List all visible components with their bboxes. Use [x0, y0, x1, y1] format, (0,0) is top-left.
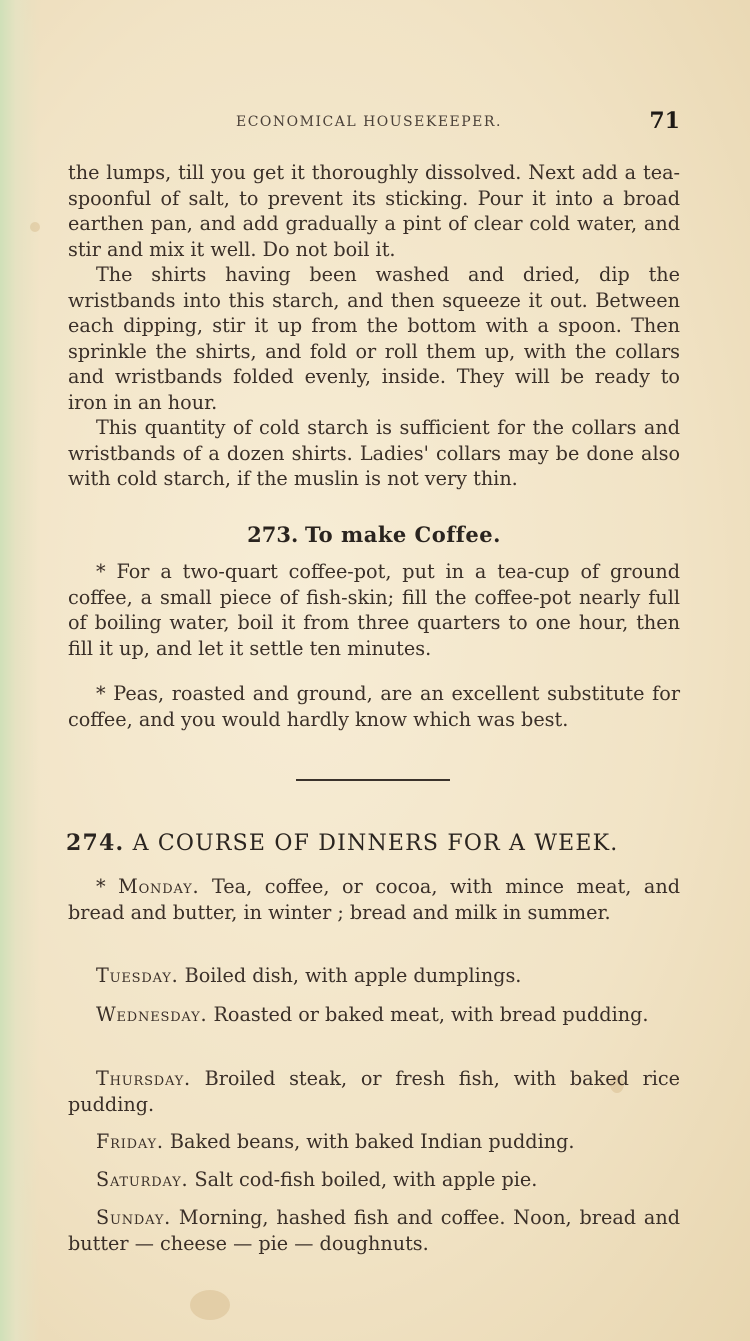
page-header	[66, 108, 684, 138]
day-entry-friday	[68, 1129, 680, 1155]
recipe-273-heading	[68, 522, 680, 547]
day-text: Roasted or baked meat, with bread pudding.	[213, 1003, 649, 1026]
recipe-273-body	[68, 559, 680, 661]
day-entry-tuesday	[68, 963, 680, 989]
day-text: Boiled dish, with apple dumplings.	[184, 964, 522, 987]
recipe-title: A COURSE OF DINNERS FOR A WEEK.	[132, 831, 619, 856]
section-divider	[296, 779, 450, 781]
day-label: Thursday.	[96, 1067, 191, 1090]
day-label: Saturday.	[96, 1168, 189, 1191]
day-entry-saturday	[68, 1167, 680, 1193]
day-text: Broiled steak, or fresh fish, with baked rice pudding.	[68, 1067, 680, 1116]
day-label: Monday.	[118, 875, 200, 898]
recipe-274-heading	[66, 830, 680, 856]
page-number: 71	[649, 108, 680, 134]
day-label: Sunday.	[96, 1206, 172, 1229]
paragraph: * For a two-quart coffee-pot, put in a tea-cup of ground coffee, a small piece of fish-skin; fill the coffee-pot nearly full of boiling water, boil it from three quarters to one hour, then fill it up, and let it settle ten minutes.	[68, 560, 680, 660]
starch-continuation	[68, 160, 680, 492]
foxing-stain	[30, 222, 40, 232]
paragraph: the lumps, till you get it thoroughly dissolved. Next add a tea-spoonful of salt, to prevent its sticking. Pour it into a broad earthen pan, and add gradually a pint of clear cold water, and stir and mix it well. Do not boil it.	[68, 161, 680, 261]
paragraph: * Peas, roasted and ground, are an excellent substitute for coffee, and you would hardly know which was best.	[68, 682, 680, 731]
day-text: Morning, hashed fish and coffee. Noon, bread and butter — cheese — pie — doughnuts.	[68, 1206, 680, 1255]
recipe-title: To make Coffee.	[304, 522, 501, 547]
recipe-number: 274.	[66, 830, 125, 856]
page-edge-discoloration	[0, 0, 40, 1341]
day-entry-sunday	[68, 1205, 680, 1256]
day-label: Tuesday.	[96, 964, 179, 987]
paragraph: This quantity of cold starch is sufficient for the collars and wristbands of a dozen shirts. Ladies' collars may be done also with cold starch, if the muslin is not very thin.	[68, 416, 680, 490]
asterisk: *	[96, 875, 119, 898]
day-entry-monday	[68, 874, 680, 925]
day-text: Salt cod-fish boiled, with apple pie.	[194, 1168, 538, 1191]
foxing-stain	[190, 1290, 230, 1320]
recipe-273-note	[68, 681, 680, 732]
paragraph: The shirts having been washed and dried, dip the wristbands into this starch, and then squeeze it out. Between each dipping, stir it up from the bottom with a spoon. Then sprinkle the shirts, and fold or roll them up, with the collars and wristbands folded evenly, inside. They will be ready to iron in an hour.	[68, 263, 680, 414]
day-label: Friday.	[96, 1130, 164, 1153]
running-head: ECONOMICAL HOUSEKEEPER.	[236, 114, 502, 130]
day-label: Wednesday.	[96, 1003, 208, 1026]
recipe-number: 273.	[247, 522, 299, 547]
day-entry-thursday	[68, 1066, 680, 1117]
day-text: Baked beans, with baked Indian pudding.	[169, 1130, 575, 1153]
day-entry-wednesday	[68, 1002, 680, 1028]
day-text: Tea, coffee, or cocoa, with mince meat, and bread and butter, in winter ; bread and milk in summer.	[68, 875, 680, 924]
